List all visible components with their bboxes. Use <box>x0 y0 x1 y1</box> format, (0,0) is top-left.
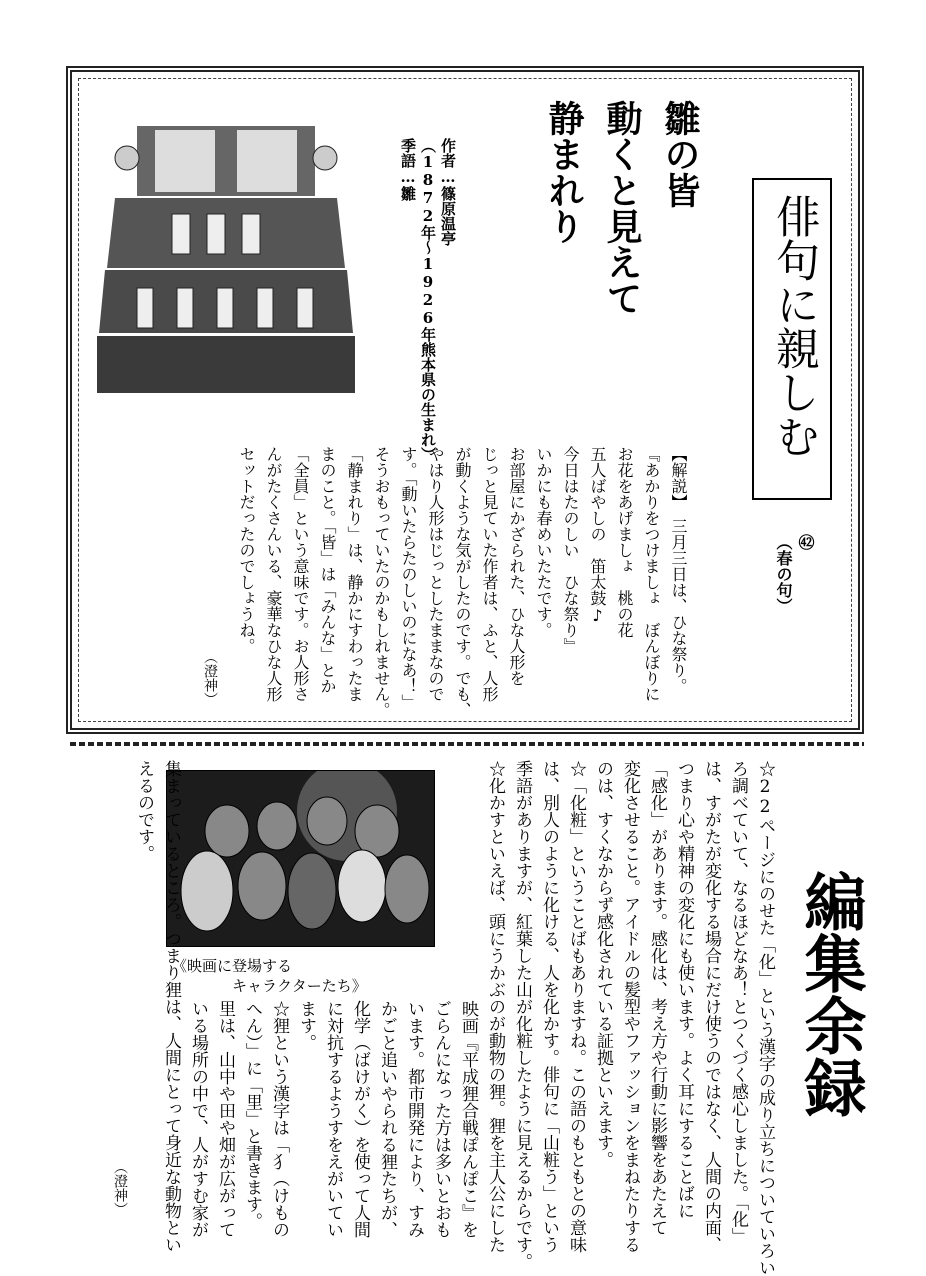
editorial-line: 化学（ばけがく）を使って人間 <box>350 1000 370 1238</box>
editorial-line: は、別人のように化ける、人を化かす。俳句に「山粧う」という <box>539 760 559 1253</box>
haiku-line-1: 雛の皆 <box>659 100 701 208</box>
commentary-line: やはり人形はじっとしたままなので <box>426 446 445 702</box>
season-label: （春の句） <box>774 534 793 614</box>
commentary-line: が動くような気がしたのです。でも、 <box>453 446 472 718</box>
commentary-line: んがたくさんいる、豪華なひな人形 <box>264 446 283 702</box>
commentary-signature: （澄神） <box>202 650 218 706</box>
commentary <box>230 446 692 726</box>
movie-caption-line-1: 《映画に登場する <box>172 957 293 975</box>
editorial-line: 変化させること。アイドルの髪型やファッションをまねたりする <box>620 760 640 1253</box>
editorial-signature: （澄神） <box>112 1160 128 1216</box>
editorial-line: ☆化かすといえば、頭にうかぶのが動物の狸。狸を主人公にした <box>485 760 505 1253</box>
section-divider <box>70 742 864 746</box>
editorial-text <box>88 760 778 1276</box>
commentary-line: そうおもっていたのかもしれません。 <box>372 446 391 718</box>
episode-badge <box>772 534 816 634</box>
editorial-line: ☆狸という漢字は「犭（けもの <box>269 1000 289 1238</box>
editorial-line: ごらんになった方は多いとおも <box>431 1000 451 1238</box>
editorial-line: ☆22ページにのせた「化」という漢字の成り立ちについていろい <box>755 760 775 1276</box>
editorial-line: は、すがたが変化する場合にだけ使うのではなく、人間の内面、 <box>701 760 721 1253</box>
editorial-line: ☆「化粧」ということばもありますね。この語のもともとの意味 <box>566 760 586 1253</box>
editorial-line: ます。 <box>296 1000 316 1051</box>
commentary-line: 【解説】 三月三日は、ひな祭り。 <box>669 446 688 694</box>
episode-number: ㊷ <box>796 534 815 550</box>
commentary-line: じっと見ていた作者は、ふと、人形 <box>480 446 499 702</box>
commentary-line: す。「動いたらたのしいのになあ！」 <box>399 446 418 710</box>
season-word: 季語…雛 <box>399 138 417 201</box>
commentary-line: いかにも春めいたたです。 <box>534 446 553 638</box>
title-box <box>752 178 832 500</box>
editorial-line: います。都市開発により、すみ <box>404 1000 424 1238</box>
author-info <box>398 138 458 462</box>
commentary-line: 今日はたのしい ひな祭り』 <box>561 446 580 654</box>
commentary-line: 五人ばやしの 笛太鼓♪ <box>588 446 607 625</box>
editorial-line: へん）」に「里」と書きます。 <box>242 1000 262 1230</box>
editorial-line: いる場所の中で、人がすむ家が <box>188 1000 208 1238</box>
editorial-line: つまり心や精神の変化にも使います。よく耳にすることばに <box>674 760 694 1219</box>
editorial-line: えるのです。 <box>134 760 154 862</box>
editorial-line: 映画『平成狸合戦ぽんぽこ』を <box>458 1000 478 1238</box>
commentary-line: お花をあげましょ 桃の花 <box>615 446 634 638</box>
commentary-line: 『あかりをつけましょ ぼんぼりに <box>642 446 661 702</box>
haiku-line-3: 静まれり <box>543 100 585 244</box>
movie-caption-line-2: キャラクターたち》 <box>232 977 367 995</box>
editorial-line: 「感化」があります。感化は、考え方や行動に影響をあたえて <box>647 760 667 1236</box>
editorial-line: かごと追いやられる狸たちが、 <box>377 1000 397 1238</box>
editorial-line: 集まっているところ。つまり狸は、人間にとって身近な動物とい <box>161 760 181 1253</box>
author-name: 作者…篠原温亭 <box>439 138 457 246</box>
commentary-line: まのこと。「皆」は「みんな」とか <box>318 446 337 694</box>
editorial-line: のは、すくなからず感化されている証拠といえます。 <box>593 760 613 1168</box>
editorial-line: 季語がありますが、紅葉した山が化粧したように見えるからです。 <box>512 760 532 1270</box>
commentary-line: 「静まれり」は、静かにすわったま <box>345 446 364 702</box>
editorial-line: ろ調べていて、なるほどなあ！とつくづく感心しました。「化」 <box>728 760 748 1245</box>
commentary-line: 「全員」という意味です。お人形さ <box>291 446 310 702</box>
editorial-line: 里は、山中や田や畑が広がって <box>215 1000 235 1238</box>
author-years: （1872年～1926年熊本県の生まれ） <box>419 138 437 462</box>
editorial-title: 編集余録 <box>794 870 867 1118</box>
series-title: 俳句に親しむ <box>768 194 819 458</box>
hina-doll-illustration <box>97 118 355 398</box>
editorial-line: に対抗するようすをえがいてい <box>323 1000 343 1238</box>
haiku-line-2: 動くと見えて <box>601 100 643 316</box>
haiku <box>535 100 709 360</box>
commentary-line: セットだったのでしょうね。 <box>237 446 256 654</box>
commentary-line: お部屋にかざられた、ひな人形を <box>507 446 526 686</box>
